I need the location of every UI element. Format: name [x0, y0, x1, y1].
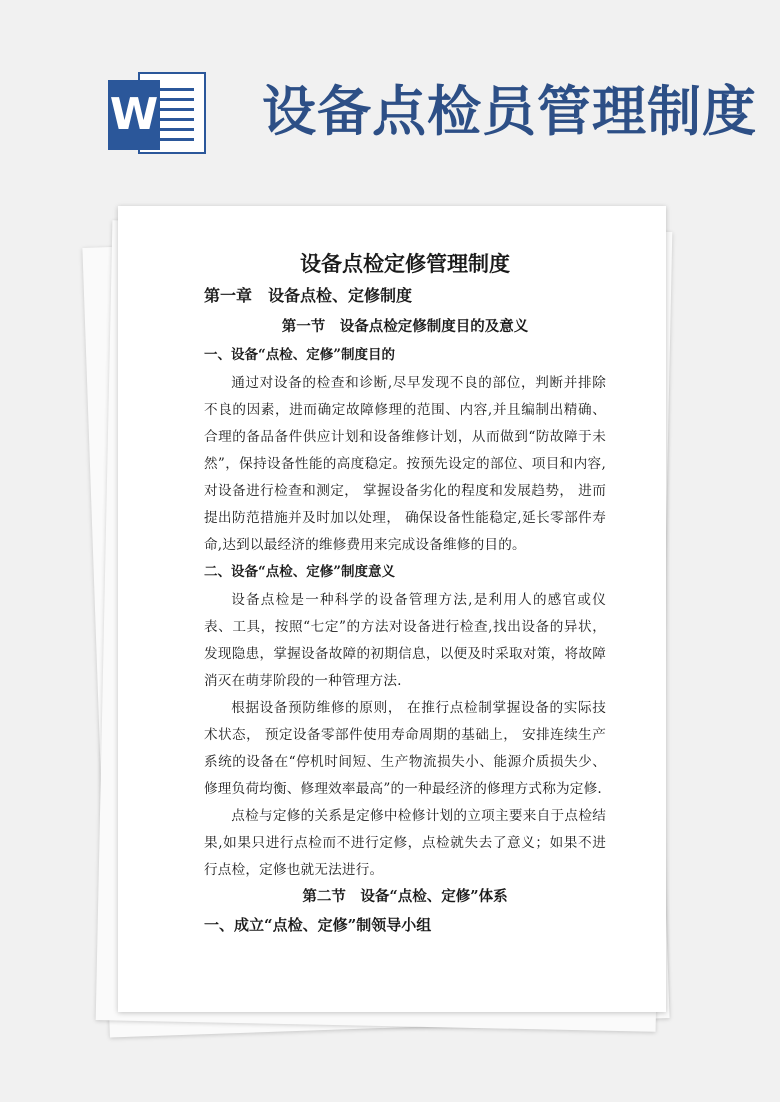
subheading-significance: 二、设备“点检、定修”制度意义 — [204, 564, 396, 580]
chapter-heading: 第一章 设备点检、定修制度 — [204, 286, 413, 305]
paragraph: 通过对设备的检查和诊断,尽早发现不良的部位，判断并排除不良的因素，进而确定故障修理的范围、内容,并且编制出精确、合理的备品备件供应计划和设备维修计划，从而做到“防故障于未然”，保持设备性能的高度稳定。按预先设定的部位、项目和内容,对设备进行检查和测定， 掌握设备劣化的程度和发展趋势， 进而提出防范措施并及时加以处理， 确保设备性能稳定,延长零部件寿命,达到以最经济的维修费用来完成设备维修的目的。 — [204, 375, 606, 553]
subheading-leadership-group: 一、成立“点检、定修”制领导小组 — [204, 916, 432, 934]
section-heading: 第一节 设备点检定修制度目的及意义 — [281, 318, 529, 335]
paragraph: 根据设备预防维修的原则， 在推行点检制掌握设备的实际技术状态， 预定设备零部件使用寿命周期的基础上， 安排连续生产系统的设备在“停机时间短、生产物流损失小、能源介质损失少、修理负荷均衡、修理效率最高”的一种最经济的修理方式称为定修. — [204, 700, 606, 797]
paragraph: 设备点检是一种科学的设备管理方法,是利用人的感官或仪表、工具，按照“七定”的方法对设备进行检查,找出设备的异状，发现隐患，掌握设备故障的初期信息，以便及时采取对策，将故障消灭在萌芽阶段的一种管理方法. — [204, 592, 606, 689]
banner-title: 设备点检员管理制度 — [262, 80, 757, 143]
document-page — [118, 206, 666, 1012]
banner — [0, 0, 780, 175]
paragraph: 点检与定修的关系是定修中检修计划的立项主要来自于点检结果,如果只进行点检而不进行定修，点检就失去了意义；如果不进行点检，定修也就无法进行。 — [204, 808, 606, 878]
section-heading: 第二节 设备“点检、定修”体系 — [302, 888, 508, 905]
document-title: 设备点检定修管理制度 — [300, 251, 510, 276]
subheading-purpose: 一、设备“点检、定修”制度目的 — [204, 347, 396, 363]
word-document-icon — [108, 68, 208, 158]
word-letter-tile: W — [108, 80, 160, 150]
